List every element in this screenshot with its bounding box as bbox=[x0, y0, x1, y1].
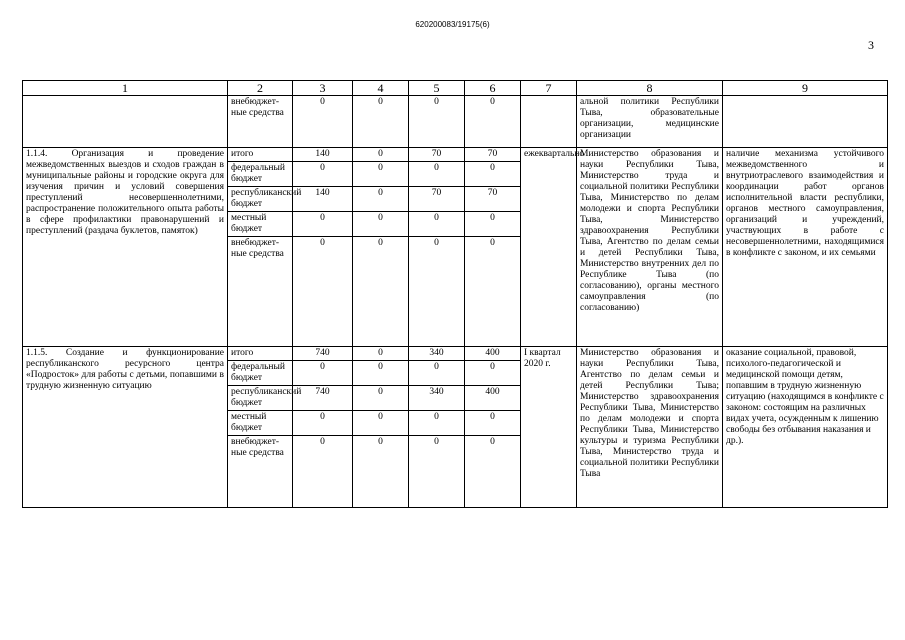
amount-2020: 0 bbox=[409, 162, 465, 187]
amount-2020: 0 bbox=[409, 361, 465, 386]
amount-2021: 0 bbox=[465, 361, 521, 386]
amount-2020: 0 bbox=[409, 436, 465, 508]
amount-2021: 0 bbox=[465, 436, 521, 508]
amount-2019: 0 bbox=[353, 96, 409, 148]
column-header: 1 bbox=[23, 81, 228, 96]
amount-2019: 0 bbox=[353, 436, 409, 508]
period-cell bbox=[521, 96, 577, 148]
amount-total: 0 bbox=[293, 96, 353, 148]
amount-2020: 340 bbox=[409, 386, 465, 411]
funding-source: местный бюджет bbox=[228, 411, 293, 436]
executors-cell: альной политики Республики Тыва, образовательные организации, медицинские организации bbox=[577, 96, 723, 148]
column-header: 7 bbox=[521, 81, 577, 96]
result-cell: оказание социальной, правовой, психолого-педагогической и медицинской помощи детям, попавшим в трудную жизненную ситуацию (находящимся в конфликте с законом: состоящим на различных видах учета, осужденным к лишению свободы без отбывания наказания и др.). bbox=[723, 347, 888, 508]
amount-2020: 70 bbox=[409, 148, 465, 162]
amount-total: 0 bbox=[293, 212, 353, 237]
amount-2021: 0 bbox=[465, 212, 521, 237]
amount-total: 140 bbox=[293, 187, 353, 212]
amount-2019: 0 bbox=[353, 162, 409, 187]
amount-total: 0 bbox=[293, 162, 353, 187]
amount-total: 0 bbox=[293, 436, 353, 508]
column-header: 8 bbox=[577, 81, 723, 96]
amount-2020: 0 bbox=[409, 212, 465, 237]
program-table bbox=[22, 80, 888, 508]
column-header: 5 bbox=[409, 81, 465, 96]
amount-2019: 0 bbox=[353, 212, 409, 237]
amount-total: 0 bbox=[293, 361, 353, 386]
amount-total: 0 bbox=[293, 237, 353, 347]
amount-2021: 0 bbox=[465, 237, 521, 347]
amount-2021: 0 bbox=[465, 162, 521, 187]
funding-source: внебюджет-ные средства bbox=[228, 96, 293, 148]
amount-2021: 70 bbox=[465, 148, 521, 162]
amount-2021: 0 bbox=[465, 96, 521, 148]
funding-source: федеральный бюджет bbox=[228, 162, 293, 187]
amount-2021: 400 bbox=[465, 347, 521, 361]
table-row bbox=[23, 347, 888, 361]
funding-source: республиканский бюджет bbox=[228, 187, 293, 212]
amount-2019: 0 bbox=[353, 361, 409, 386]
amount-total: 0 bbox=[293, 411, 353, 436]
funding-source: федеральный бюджет bbox=[228, 361, 293, 386]
period-cell: I квартал 2020 г. bbox=[521, 347, 577, 508]
funding-source: внебюджет-ные средства bbox=[228, 237, 293, 347]
amount-2019: 0 bbox=[353, 187, 409, 212]
amount-2020: 70 bbox=[409, 187, 465, 212]
activity-title: 1.1.5. Создание и функционирование республиканского ресурсного центра «Подросток» для работы с детьми, попавшими в трудную жизненную ситуацию bbox=[23, 347, 228, 508]
amount-2021: 400 bbox=[465, 386, 521, 411]
funding-source: итого bbox=[228, 347, 293, 361]
executors-cell: Министерство образования и науки Республики Тыва, Агентство по делам семьи и детей Республики Тыва; Министерство здравоохранения Республики Тыва, Министерство по делам молодежи и спорта Республики Тыва, Министерство культуры и туризма Республики Тыва, Министерство труда и социальной политики Республики Тыва bbox=[577, 347, 723, 508]
period-cell: ежеквартально bbox=[521, 148, 577, 347]
amount-total: 740 bbox=[293, 347, 353, 361]
amount-2019: 0 bbox=[353, 237, 409, 347]
executors-cell: Министерство образования и науки Республики Тыва, Министерство труда и социальной политики Республики Тыва, Министерство по делам молодежи и спорта Республики Тыва, Министерство здравоохранения Республики Тыва, Агентство по делам семьи и детей Республики Тыва, Министерство внутренних дел по Республике Тыва (по согласованию), органы местного самоуправления (по согласованию) bbox=[577, 148, 723, 347]
table-row bbox=[23, 96, 888, 148]
amount-2019: 0 bbox=[353, 386, 409, 411]
amount-2020: 0 bbox=[409, 411, 465, 436]
amount-total: 740 bbox=[293, 386, 353, 411]
column-number-row bbox=[23, 81, 888, 96]
funding-source: итого bbox=[228, 148, 293, 162]
column-header: 3 bbox=[293, 81, 353, 96]
activity-cell bbox=[23, 96, 228, 148]
funding-source: республиканский бюджет bbox=[228, 386, 293, 411]
amount-2020: 340 bbox=[409, 347, 465, 361]
page-number: 3 bbox=[868, 38, 874, 52]
column-header: 4 bbox=[353, 81, 409, 96]
amount-2019: 0 bbox=[353, 411, 409, 436]
amount-2021: 70 bbox=[465, 187, 521, 212]
activity-title: 1.1.4. Организация и проведение межведомственных выездов и сходов граждан в муниципальные районы и городские округа для изучения причин и условий совершения преступлений несовершеннолетними, распространение положительного опыта работы в сфере профилактики правонарушений и преступлений (раздача буклетов, памяток) bbox=[23, 148, 228, 347]
result-cell: наличие механизма устойчивого межведомственного и внутриотраслевого взаимодействия и координации работ органов исполнительной власти республики, органов местного самоуправления, организаций и учреждений, участвующих в работе с несовершеннолетними, находящимися в конфликте с законом, и их семьями bbox=[723, 148, 888, 347]
amount-2020: 0 bbox=[409, 96, 465, 148]
funding-source: внебюджет-ные средства bbox=[228, 436, 293, 508]
amount-2019: 0 bbox=[353, 347, 409, 361]
column-header: 2 bbox=[228, 81, 293, 96]
amount-2019: 0 bbox=[353, 148, 409, 162]
funding-source: местный бюджет bbox=[228, 212, 293, 237]
amount-2021: 0 bbox=[465, 411, 521, 436]
amount-2020: 0 bbox=[409, 237, 465, 347]
amount-total: 140 bbox=[293, 148, 353, 162]
column-header: 9 bbox=[723, 81, 888, 96]
table-row bbox=[23, 148, 888, 162]
column-header: 6 bbox=[465, 81, 521, 96]
document-id: 620200083/19175(6) bbox=[415, 20, 490, 29]
result-cell bbox=[723, 96, 888, 148]
